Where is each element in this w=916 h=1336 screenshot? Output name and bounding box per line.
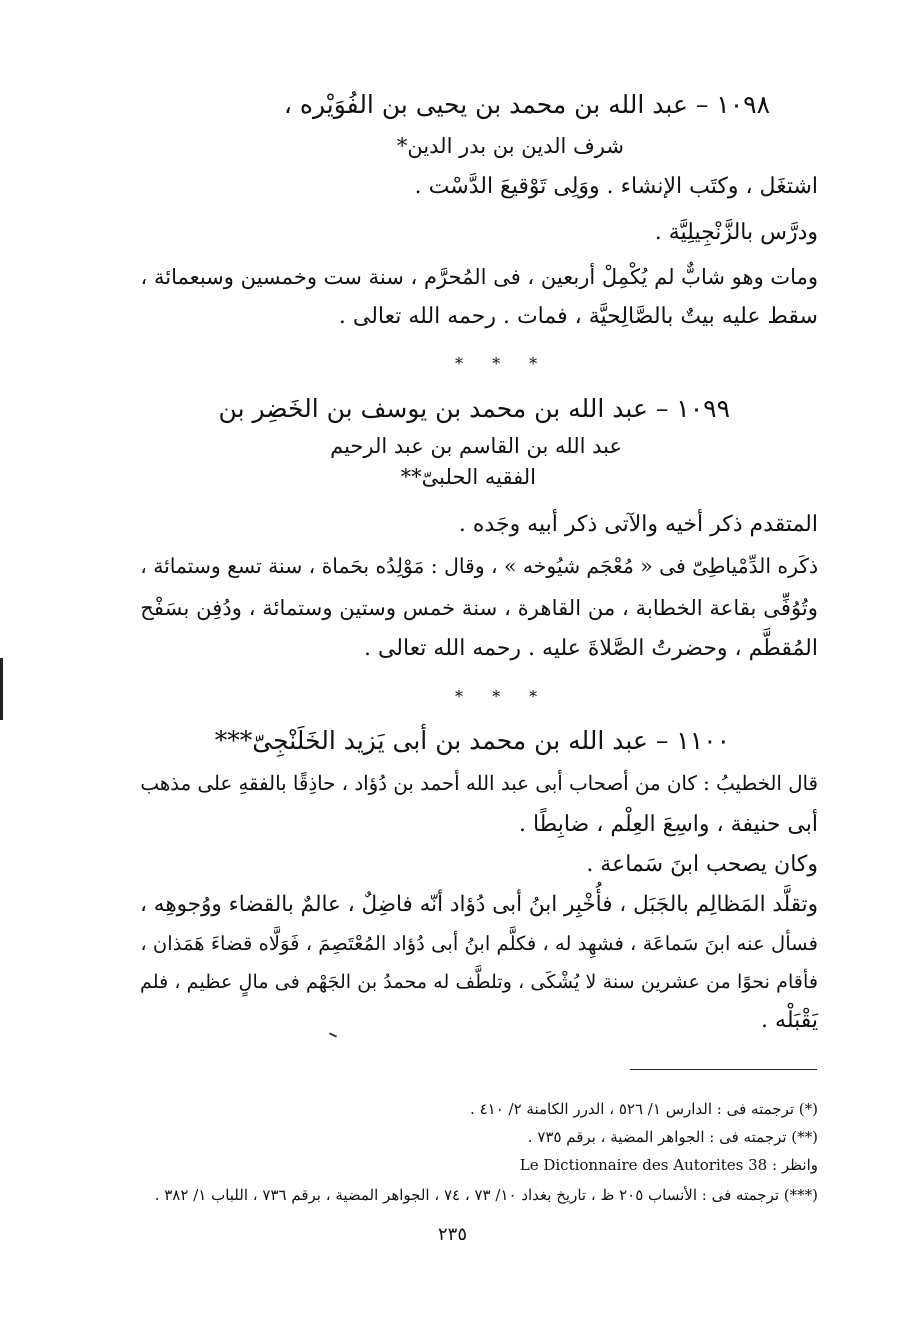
entry-subtitle: عبد الله بن القاسم بن عبد الرحيم <box>330 434 622 458</box>
footnote: وانظر : Le Dictionnaire des Autorites 38 <box>519 1156 818 1174</box>
paragraph-line: ومات وهو شابٌّ لم يُكْمِلْ أربعين ، فى المُحرَّم ، سنة ست وخمسين وسبعمائة ، <box>140 264 818 289</box>
paragraph-line: قال الخطيبُ : كان من أصحاب أبى عبد الله أحمد بن دُؤاد ، حاذِقًا بالفقهِ على مذهب <box>140 772 818 795</box>
section-separator: * * * <box>455 687 550 706</box>
footnote: (**) ترجمته فى : الجواهر المضية ، برقم ٧٣٥ . <box>527 1128 818 1146</box>
entry-subtitle: شرف الدين بن بدر الدين* <box>396 134 624 158</box>
paragraph-line: وتقلَّد المَظالِم بالجَبَل ، فأُخْبِر ابنُ أبى دُؤاد أنّه فاضِلٌ ، عالمٌ بالقضاء ووُجوهِه ، <box>140 892 818 917</box>
footnote: (*) ترجمته فى : الدارس ١/ ٥٢٦ ، الدرر الكامنة ٢/ ٤١٠ . <box>470 1100 818 1118</box>
paragraph-line: سقط عليه بيتٌ بالصَّالِحيَّة ، فمات . رحمه الله تعالى . <box>338 304 818 329</box>
paragraph-line: ذكَره الدِّمْياطِىّ فى « مُعْجَم شيُوخه » ، وقال : مَوْلِدُه بحَماة ، سنة تسع وستمائة ، <box>140 554 818 578</box>
paragraph-line: اشتغَل ، وكتَب الإنشاء . ووَلِى تَوْقيعَ الدَّسْت . <box>414 174 818 199</box>
section-separator: * * * <box>455 354 550 373</box>
margin-mark <box>0 658 3 720</box>
page-number: ٢٣٥ <box>438 1224 468 1245</box>
paragraph-line: ودرَّس بالزَّنْجِيلِيَّة . <box>654 220 818 245</box>
paragraph-line: يَقْبَلْه . <box>761 1008 818 1033</box>
paragraph-line: وكان يصحب ابنَ سَماعة . <box>586 852 818 877</box>
paragraph-line: المتقدم ذكر أخيه والآتى ذكر أبيه وجَده . <box>458 512 818 537</box>
footnote: (***) ترجمته فى : الأنساب ٢٠٥ ظ ، تاريخ بغداد ١٠/ ٧٣ ، ٧٤ ، الجواهر المضية ، برقم ٧٣٦ ، اللباب ١/ ٣٨٢ . <box>154 1186 818 1204</box>
footnote-rule <box>630 1069 817 1070</box>
paragraph-line: وتُوُفِّى بقاعة الخطابة ، من القاهرة ، سنة خمس وستين وستمائة ، ودُفِن بسَفْح <box>140 595 818 620</box>
paragraph-line: المُقطَّم ، وحضرتُ الصَّلاةَ عليه . رحمه الله تعالى . <box>363 636 818 661</box>
entry-heading: ١٠٩٩ – عبد الله بن محمد بن يوسف بن الخَضِر بن <box>218 394 730 423</box>
paragraph-line: فسأل عنه ابنَ سَماعَة ، فشهِد له ، فكلَّم ابنُ أبى دُؤاد المُعْتَصِمَ ، فَوَلَّاه قضاءَ هَمَذان ، <box>140 932 818 955</box>
entry-subtitle: الفقيه الحلبىّ** <box>400 465 536 489</box>
print-mark <box>329 1032 337 1037</box>
paragraph-line: أبى حنيفة ، واسِعَ العِلْم ، ضابِطًا . <box>518 812 818 837</box>
entry-heading: ١٠٩٨ – عبد الله بن محمد بن يحيى بن الفُوَيْره ، <box>283 90 770 119</box>
paragraph-line: فأقام نحوًا من عشرين سنة لا يُشْكَى ، وتلطَّف له محمدُ بن الجَهْم فى مالٍ عظيم ، فلم <box>140 970 818 993</box>
entry-heading: ١١٠٠ – عبد الله بن محمد بن أبى يَزيد الخَلَنْجِىّ*** <box>214 726 730 755</box>
